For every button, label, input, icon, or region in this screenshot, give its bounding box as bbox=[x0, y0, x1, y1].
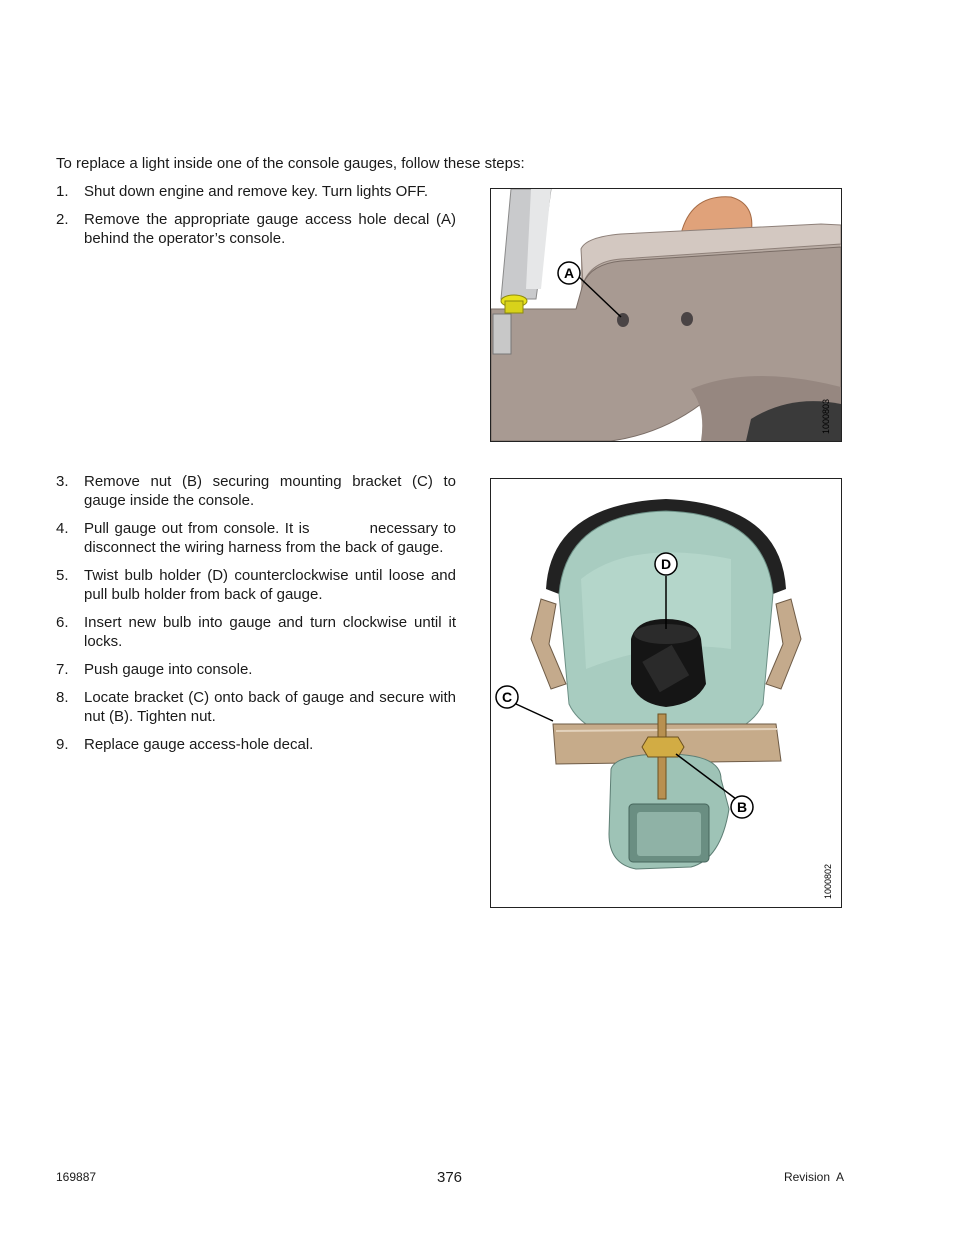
intro-text: To replace a light inside one of the console gauges, follow these steps: bbox=[56, 155, 525, 172]
step-number: 6. bbox=[56, 614, 69, 631]
callout-a-label: A bbox=[563, 265, 575, 281]
step-text: Locate bracket (C) onto back of gauge and secure with nut (B). Tighten nut. bbox=[84, 689, 456, 725]
revision-label: Revision A bbox=[783, 1170, 844, 1184]
step-9 bbox=[56, 735, 456, 754]
step-5 bbox=[56, 566, 456, 604]
callout-b-label: B bbox=[736, 799, 748, 815]
step-8 bbox=[56, 688, 456, 726]
figure-id: 1000802 bbox=[823, 863, 833, 899]
step-text: Twist bulb holder (D) counterclockwise until loose and pull bulb holder from back of gauge. bbox=[84, 567, 456, 603]
figure-id: 1000803 bbox=[821, 398, 831, 434]
step-text: Remove nut (B) securing mounting bracket (C) to gauge inside the console. bbox=[84, 473, 456, 509]
step-text: Replace gauge access-hole decal. bbox=[84, 736, 314, 753]
gauge-illustration bbox=[491, 479, 841, 907]
step-number: 4. bbox=[56, 520, 69, 537]
document-number: 169887 bbox=[56, 1170, 97, 1184]
step-text: Pull gauge out from console. It is necessary to disconnect the wiring harness from the back of gauge. bbox=[84, 520, 461, 556]
step-number: 8. bbox=[56, 689, 69, 706]
step-3 bbox=[56, 472, 456, 510]
step-text: Insert new bulb into gauge and turn clockwise until it locks. bbox=[84, 614, 456, 650]
console-figure bbox=[490, 188, 842, 442]
step-number: 3. bbox=[56, 473, 69, 490]
gauge-figure bbox=[490, 478, 842, 908]
step-number: 7. bbox=[56, 661, 69, 678]
step-text: Remove the appropriate gauge access hole decal (A) behind the operator’s console. bbox=[84, 211, 456, 247]
step-number: 1. bbox=[56, 183, 69, 200]
step-7 bbox=[56, 660, 456, 679]
step-number: 2. bbox=[56, 211, 69, 228]
step-text: Push gauge into console. bbox=[84, 661, 253, 678]
step-4 bbox=[56, 519, 461, 557]
callout-c-label: C bbox=[501, 689, 513, 705]
step-number: 5. bbox=[56, 567, 69, 584]
step-2 bbox=[56, 210, 456, 248]
step-6 bbox=[56, 613, 456, 651]
step-text: Shut down engine and remove key. Turn lights OFF. bbox=[84, 183, 429, 200]
callout-d-label: D bbox=[660, 556, 672, 572]
console-illustration bbox=[491, 189, 841, 441]
step-1 bbox=[56, 182, 456, 201]
page-number: 376 bbox=[437, 1169, 463, 1186]
step-number: 9. bbox=[56, 736, 69, 753]
